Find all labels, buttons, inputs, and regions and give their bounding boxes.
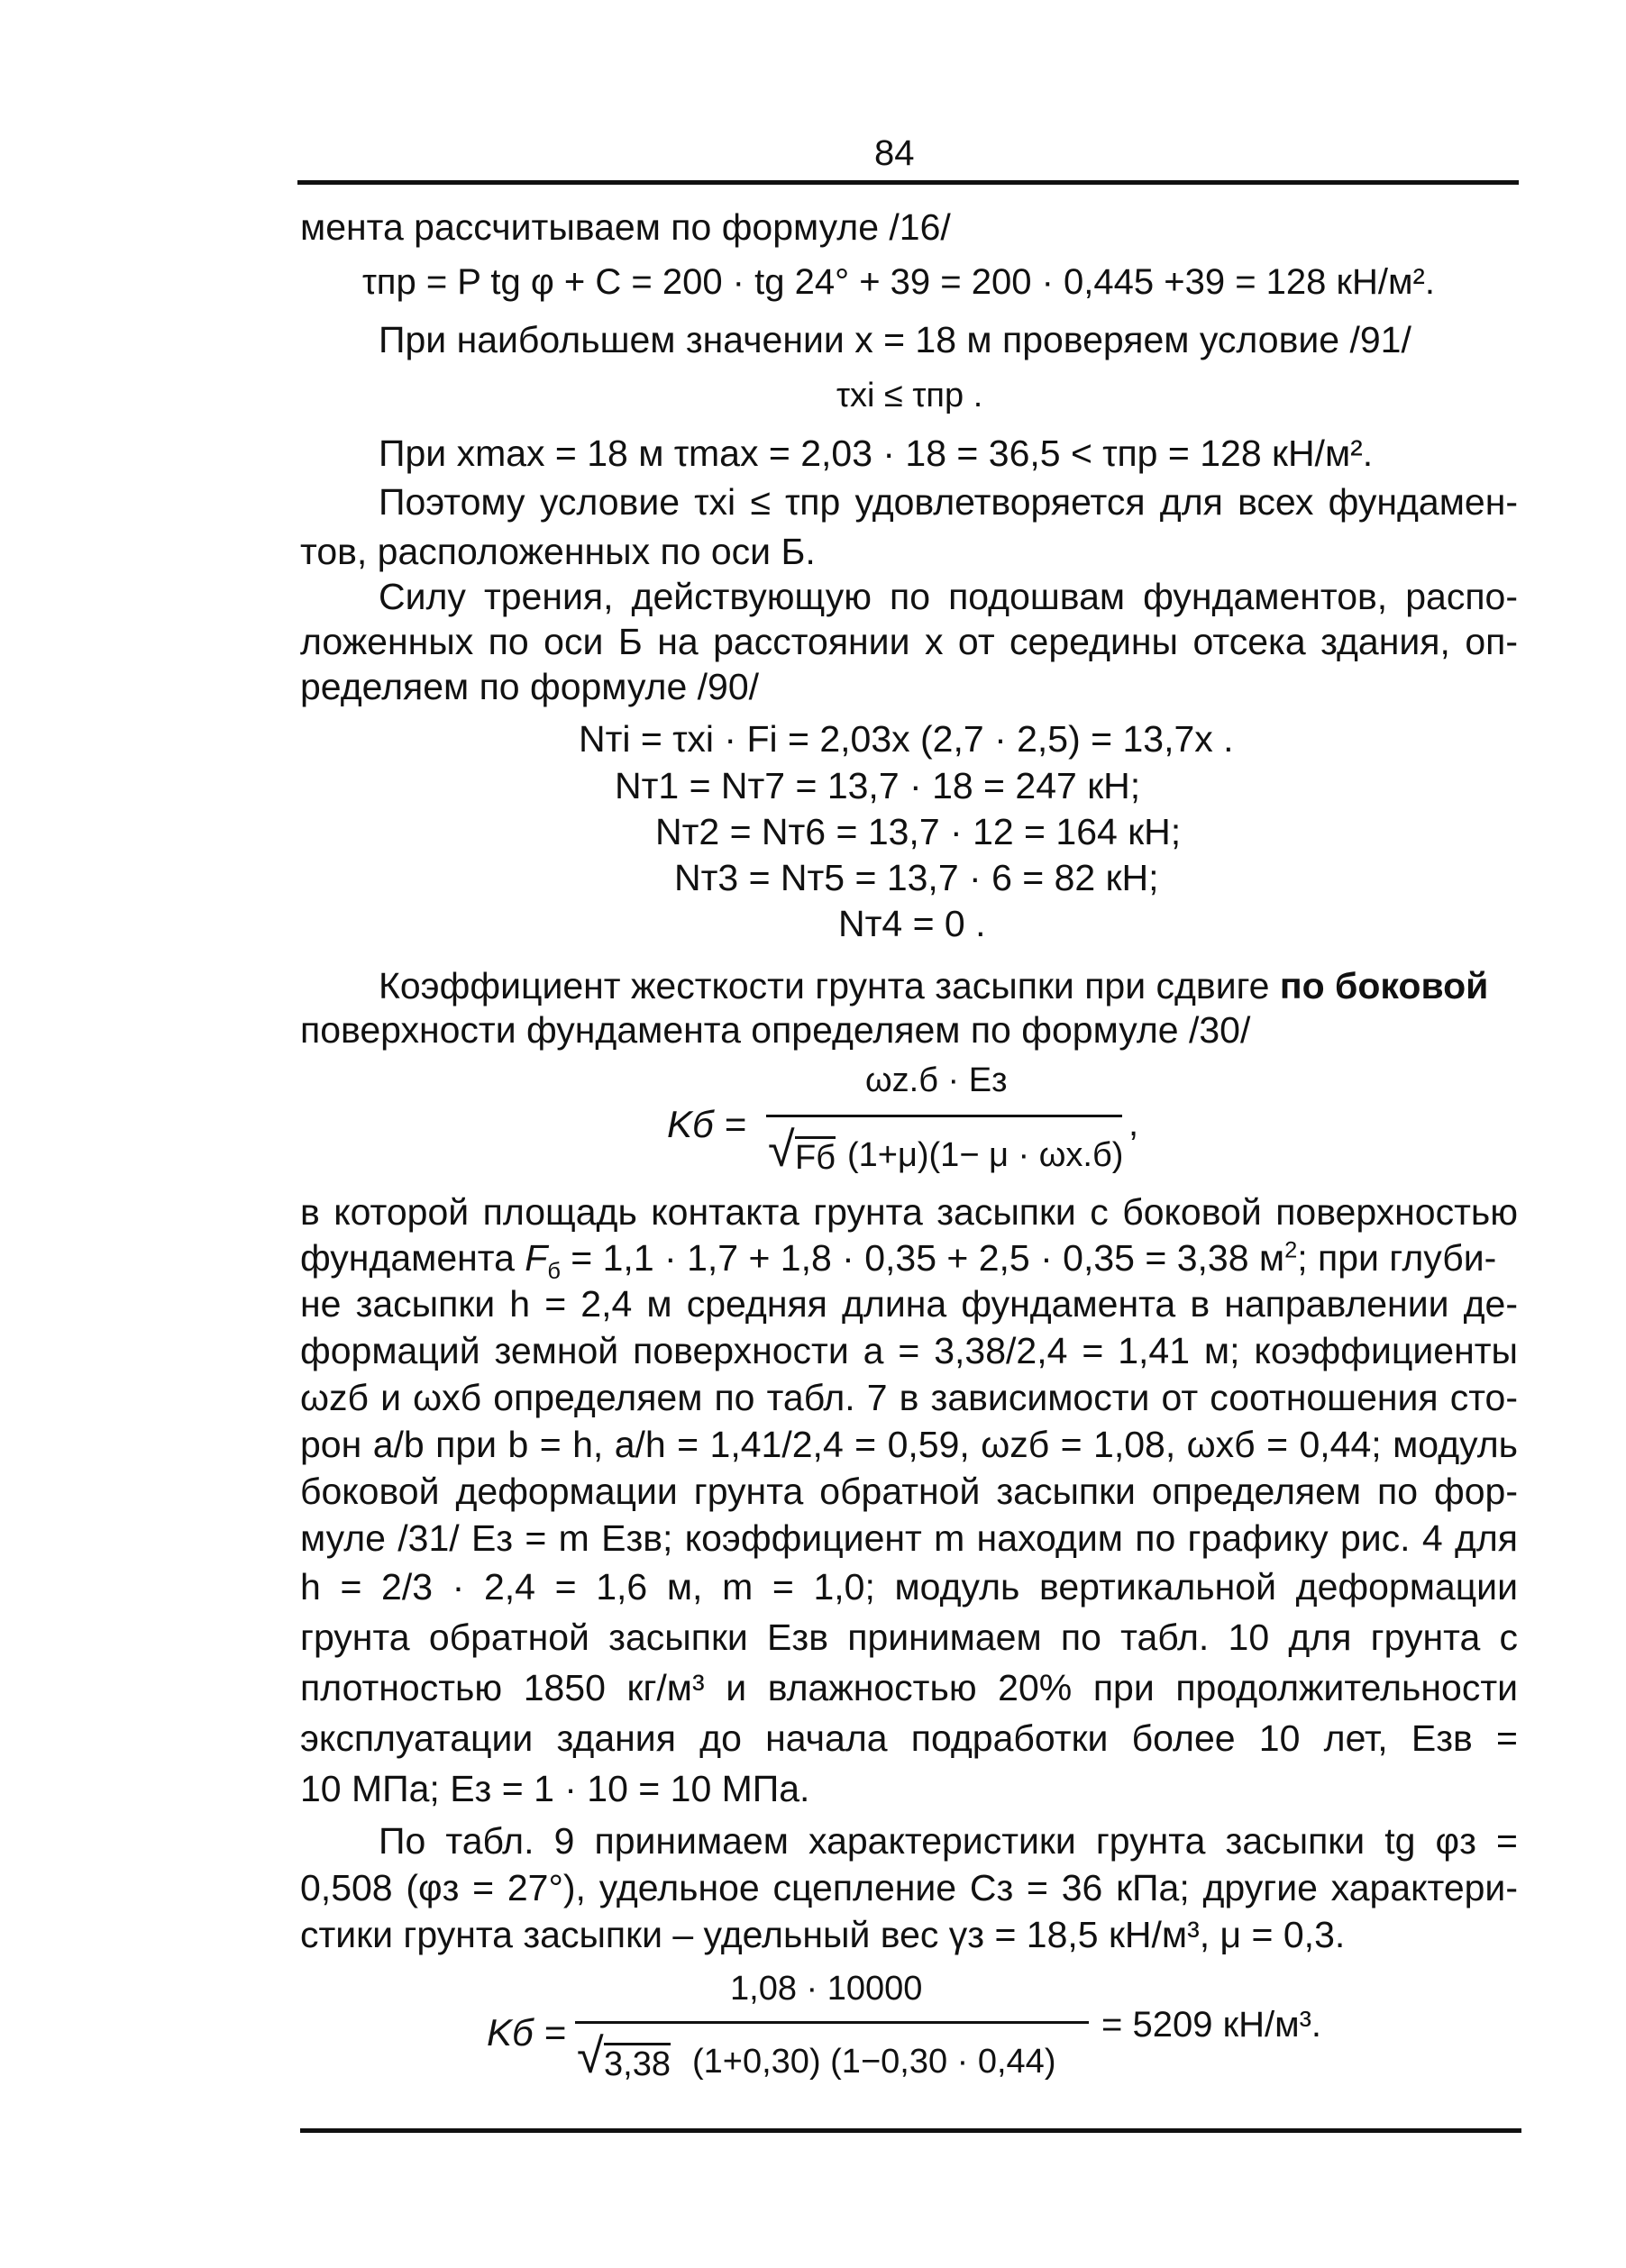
text-line-25: муле /31/ Eз = m Eзв; коэффициент m находим по графику рис. 4 для — [300, 1517, 1518, 1559]
text-line-09: ложенных по оси Б на расстоянии x от середины отсека здания, оп- — [300, 621, 1518, 662]
text-line-23: рон a/b при b = h, a/h = 1,41/2,4 = 0,59, ωzб = 1,08, ωxб = 0,44; модуль — [300, 1424, 1518, 1465]
equation-friction-2-6: Nт2 = Nт6 = 13,7 · 12 = 164 кН; — [655, 811, 1182, 852]
text-line-07: тов, расположенных по оси Б. — [300, 531, 816, 572]
eq2-sqrt-sign: √ — [768, 1123, 795, 1177]
text-line-27: грунта обратной засыпки Eзв принимаем по табл. 10 для грунта с — [300, 1617, 1518, 1658]
text-line-03: При наибольшем значении x = 18 м проверяем условие /91/ — [379, 319, 1411, 360]
text-line-05: При xmax = 18 м τmax = 2,03 · 18 = 36,5 < τпр = 128 кН/м². — [379, 433, 1374, 474]
text-line-24: боковой деформации грунта обратной засыпки определяем по фор- — [300, 1471, 1518, 1512]
equation-k6-formula — [667, 1059, 1172, 1194]
text-line-26: h = 2/3 · 2,4 = 1,6 м, m = 1,0; модуль вертикальной деформации — [300, 1566, 1518, 1608]
text-line-21: формаций земной поверхности a = 3,38/2,4 = 1,41 м; коэффициенты — [300, 1330, 1518, 1371]
bottom-rule — [300, 2128, 1521, 2133]
equation-friction-4: Nт4 = 0 . — [838, 903, 986, 944]
text-line-30: 10 МПа; Eз = 1 · 10 = 10 МПа. — [300, 1768, 810, 1809]
text-line-16-bold: по боковой — [1279, 965, 1489, 1006]
equation-k6-numeric — [487, 1969, 1370, 2095]
text-line-28: плотностью 1850 кг/м³ и влажностью 20% при продолжительности — [300, 1667, 1518, 1708]
text-line-10: ределяем по формуле /90/ — [300, 666, 760, 707]
text-line-18: в которой площадь контакта грунта засыпки с боковой поверхностью — [300, 1191, 1518, 1233]
equation-friction-1-7: Nт1 = Nт7 = 13,7 · 18 = 247 кН; — [615, 765, 1141, 806]
eq3-sqrt-sign: √ — [577, 2029, 604, 2083]
text-line-17: поверхности фундамента определяем по формуле /30/ — [300, 1009, 1251, 1051]
eq3-lhs: Kб = — [487, 2011, 566, 2054]
l19-symbol: F — [525, 1237, 548, 1279]
l19-rest: = 1,1 · 1,7 + 1,8 · 0,35 + 2,5 · 0,35 = 3,38 м — [560, 1237, 1285, 1279]
eq3-result: = 5209 кН/м³. — [1101, 2005, 1322, 2045]
eq3-denominator: (1+0,30) (1−0,30 · 0,44) — [692, 2043, 1056, 2081]
eq2-denominator: (1+μ)(1− μ · ωx.б) — [847, 1136, 1124, 1174]
text-line-16-regular: Коэффициент жесткости грунта засыпки при сдвиге — [379, 965, 1280, 1006]
condition-inline: τxi ≤ τпр . — [836, 377, 983, 414]
eq2-numerator: ωz.б · Eз — [865, 1061, 1008, 1099]
equation-friction-3-5: Nт3 = Nт5 = 13,7 · 6 = 82 кН; — [674, 857, 1159, 898]
equation-tau-pr: τпр = P tg φ + C = 200 · tg 24° + 39 = 200 · 0,445 +39 = 128 кН/м². — [362, 262, 1435, 302]
eq2-lhs: Kб = — [667, 1103, 746, 1145]
text-line-01: мента рассчитываем по формуле /16/ — [300, 206, 951, 248]
text-line-29: эксплуатации здания до начала подработки более 10 лет, Eзв = — [300, 1717, 1518, 1759]
page-number: 84 — [874, 133, 915, 173]
text-line-19 — [300, 1237, 1518, 1285]
text-line-33: стики грунта засыпки – удельный вес γз = 18,5 кН/м³, μ = 0,3. — [300, 1914, 1346, 1955]
text-line-31: По табл. 9 принимаем характеристики грунта засыпки tg φз = — [379, 1820, 1518, 1862]
eq3-numerator: 1,08 · 10000 — [730, 1970, 923, 2008]
eq2-fraction-bar — [766, 1115, 1122, 1117]
l19-tail: ; при глуби- — [1297, 1237, 1497, 1279]
text-line-22: ωzб и ωxб определяем по табл. 7 в зависимости от соотношения сто- — [300, 1377, 1518, 1418]
l19-subscript: б — [547, 1259, 561, 1285]
l19-superscript: 2 — [1284, 1237, 1298, 1263]
text-line-08: Силу трения, действующую по подошвам фундаментов, распо- — [379, 576, 1518, 617]
top-rule — [297, 180, 1519, 185]
text-line-32: 0,508 (φз = 27°), удельное сцепление Cз = 36 кПа; другие характери- — [300, 1867, 1518, 1908]
text-line-16 — [379, 965, 1489, 1006]
text-line-20: не засыпки h = 2,4 м средняя длина фундамента в направлении де- — [300, 1283, 1518, 1325]
text-line-06: Поэтому условие τxi ≤ τпр удовлетворяется для всех фундамен- — [379, 481, 1518, 523]
l19-lead: фундамента — [300, 1237, 525, 1279]
eq3-fraction-bar — [575, 2021, 1089, 2024]
eq3-radicand: 3,38 — [604, 2043, 671, 2081]
eq2-radicand: Fб — [795, 1136, 836, 1175]
equation-friction-general: Nтi = τxi · Fi = 2,03x (2,7 · 2,5) = 13,7x . — [579, 718, 1234, 760]
eq2-trailing-comma: , — [1128, 1104, 1139, 1143]
